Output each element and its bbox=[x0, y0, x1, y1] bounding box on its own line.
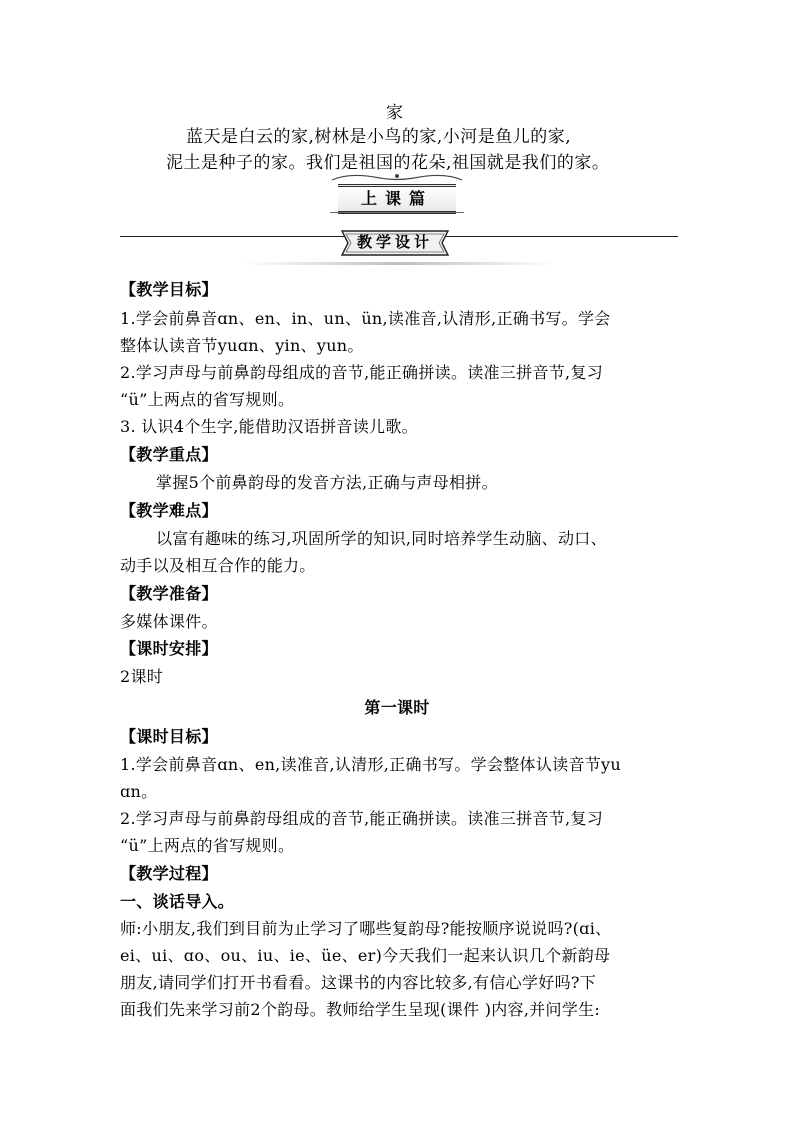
banner-shadow bbox=[242, 262, 556, 265]
goals-heading: 【教学目标】 bbox=[120, 280, 218, 299]
lesson-goal-2-line-1: 2.学习声母与前鼻韵母组成的音节,能正确拼读。读准三拼音节,复习 bbox=[120, 809, 604, 828]
step-1-heading: 一、谈话导入。 bbox=[120, 892, 235, 911]
preparation-text: 多媒体课件。 bbox=[120, 612, 218, 631]
poem-line-2: 泥土是种子的家。我们是祖国的花朵,祖国就是我们的家。 bbox=[166, 153, 610, 173]
banner-underline bbox=[330, 212, 464, 217]
lesson-title: 第一课时 bbox=[364, 698, 430, 717]
key-points-text: 掌握5个前鼻韵母的发音方法,正确与声母相拼。 bbox=[156, 473, 498, 492]
poem-title: 家 bbox=[386, 103, 403, 123]
schedule-text: 2课时 bbox=[120, 667, 164, 686]
goal-3: 3. 认识4个生字,能借助汉语拼音读儿歌。 bbox=[120, 417, 418, 436]
key-points-heading: 【教学重点】 bbox=[120, 445, 218, 464]
banner-ornament-icon bbox=[330, 172, 464, 182]
goal-1-line-2: 整体认读音节yuɑn、yin、yun。 bbox=[120, 336, 364, 355]
lesson-goals-heading: 【课时目标】 bbox=[120, 727, 218, 746]
schedule-heading: 【课时安排】 bbox=[120, 639, 218, 658]
preparation-heading: 【教学准备】 bbox=[120, 584, 218, 603]
paragraph-line-1: 师:小朋友,我们到目前为止学习了哪些复韵母?能按顺序说说吗?(ɑi、 bbox=[120, 919, 612, 938]
process-heading: 【教学过程】 bbox=[120, 864, 218, 883]
paragraph-line-2: ei、ui、ɑo、ou、iu、ie、üe、er)今天我们一起来认识几个新韵母 bbox=[120, 946, 611, 965]
lesson-goal-1-line-1: 1.学会前鼻音ɑn、en,读准音,认清形,正确书写。学会整体认读音节yu bbox=[120, 755, 621, 774]
design-banner-label: 教学设计 bbox=[356, 233, 433, 251]
difficulty-line-2: 动手以及相互合作的能力。 bbox=[120, 556, 316, 575]
poem-line-1: 蓝天是白云的家,树林是小鸟的家,小河是鱼儿的家, bbox=[186, 127, 572, 147]
goal-2-line-1: 2.学习声母与前鼻韵母组成的音节,能正确拼读。读准三拼音节,复习 bbox=[120, 363, 604, 382]
goal-2-line-2: “ü”上两点的省写规则。 bbox=[120, 390, 295, 409]
paragraph-line-3: 朋友,请同学们打开书看看。这课书的内容比较多,有信心学好吗?下 bbox=[120, 973, 597, 992]
difficulty-heading: 【教学难点】 bbox=[120, 501, 218, 520]
difficulty-line-1: 以富有趣味的练习,巩固所学的知识,同时培养学生动脑、动口、 bbox=[156, 529, 607, 548]
lesson-goal-1-line-2: ɑn。 bbox=[120, 782, 158, 801]
lesson-goal-2-line-2: “ü”上两点的省写规则。 bbox=[120, 836, 295, 855]
section-banner bbox=[330, 172, 464, 216]
goal-1-line-1: 1.学会前鼻音ɑn、en、in、un、ün,读准音,认清形,正确书写。学会 bbox=[120, 309, 611, 328]
section-banner-label: 上课篇 bbox=[338, 184, 456, 214]
paragraph-line-4: 面我们先来学习前2个韵母。教师给学生呈现(课件 )内容,并问学生: bbox=[120, 1000, 601, 1019]
design-banner bbox=[336, 227, 454, 259]
